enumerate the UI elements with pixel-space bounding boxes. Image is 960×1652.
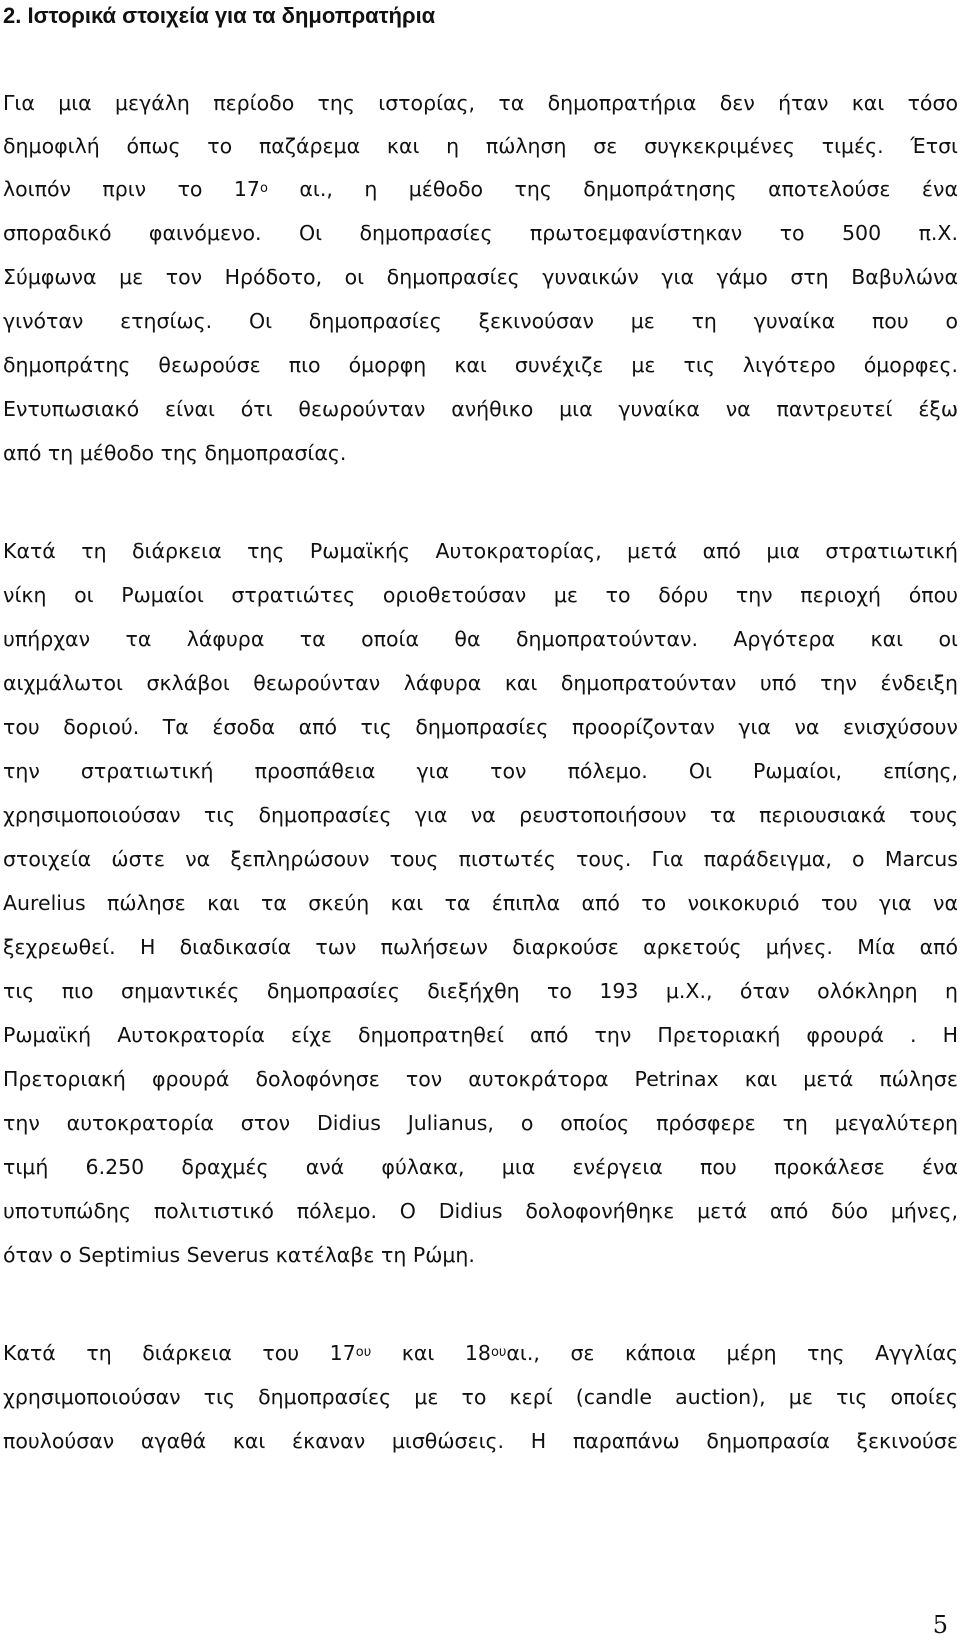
text-line: Ρωμαϊκή Αυτοκρατορία είχε δημοπρατηθεί από την Πρετοριακή φρουρά . Η <box>3 1023 958 1047</box>
text-line: υπήρχαν τα λάφυρα τα οποία θα δημοπρατούνταν. Αργότερα και οι <box>3 627 958 651</box>
text-line: αιχμάλωτοι σκλάβοι θεωρούνταν λάφυρα και δημοπρατούνταν υπό την ένδειξη <box>3 671 958 695</box>
text-line <box>3 1338 958 1368</box>
text-line: νίκη οι Ρωμαίοι στρατιώτες οριοθετούσαν με το δόρυ την περιοχή όπου <box>3 583 958 607</box>
text-line: Σύμφωνα με τον Ηρόδοτο, οι δημοπρασίες γυναικών για γάμο στη Βαβυλώνα <box>3 265 958 289</box>
text-line: του δοριού. Τα έσοδα από τις δημοπρασίες προορίζονταν για να ενισχύσουν <box>3 715 958 739</box>
text-line <box>3 174 958 204</box>
superscript: ου <box>490 1345 507 1360</box>
text-fragment: αι., σε κάποια μέρη της Αγγλίας <box>506 1341 958 1365</box>
text-line: χρησιμοποιούσαν τις δημοπρασίες με το κερί (candle auction), με τις οποίες <box>3 1385 958 1409</box>
text-line: Aurelius πώλησε και τα σκεύη και τα έπιπλα από το νοικοκυριό του για να <box>3 891 958 915</box>
text-fragment: λοιπόν πριν το 17 <box>3 177 260 201</box>
text-fragment: Κατά τη διάρκεια του 17 <box>3 1341 356 1365</box>
text-line: ξεχρεωθεί. Η διαδικασία των πωλήσεων διαρκούσε αρκετούς μήνες. Μία από <box>3 935 958 959</box>
superscript: ο <box>259 181 268 196</box>
text-fragment: αι., η μέθοδο της δημοπράτησης αποτελούσε ένα <box>267 177 958 201</box>
text-line: Πρετοριακή φρουρά δολοφόνησε τον αυτοκράτορα Petrinax και μετά πώλησε <box>3 1067 958 1091</box>
text-line: Κατά τη διάρκεια της Ρωμαϊκής Αυτοκρατορίας, μετά από μια στρατιωτική <box>3 539 958 563</box>
text-line: σποραδικό φαινόμενο. Οι δημοπρασίες πρωτοεμφανίστηκαν το 500 π.Χ. <box>3 221 958 245</box>
text-line: Για μια μεγάλη περίοδο της ιστορίας, τα δημοπρατήρια δεν ήταν και τόσο <box>3 91 958 115</box>
text-line: την στρατιωτική προσπάθεια για τον πόλεμο. Οι Ρωμαίοι, επίσης, <box>3 759 958 783</box>
text-line: Εντυπωσιακό είναι ότι θεωρούνταν ανήθικο μια γυναίκα να παντρευτεί έξω <box>3 397 958 421</box>
text-line: δημοφιλή όπως το παζάρεμα και η πώληση σε συγκεκριμένες τιμές. Έτσι <box>3 134 958 158</box>
page-number: 5 <box>932 1611 948 1639</box>
text-line: υποτυπώδης πολιτιστικό πόλεμο. Ο Didius δολοφονήθηκε μετά από δύο μήνες, <box>3 1199 958 1223</box>
text-line: τις πιο σημαντικές δημοπρασίες διεξήχθη το 193 μ.Χ., όταν ολόκληρη η <box>3 979 958 1003</box>
text-line: την αυτοκρατορία στον Didius Julianus, ο οποίος πρόσφερε τη μεγαλύτερη <box>3 1111 958 1135</box>
text-line: χρησιμοποιούσαν τις δημοπρασίες για να ρευστοποιήσουν τα περιουσιακά τους <box>3 803 958 827</box>
text-fragment: και 18 <box>371 1341 491 1365</box>
text-line: τιμή 6.250 δραχμές ανά φύλακα, μια ενέργεια που προκάλεσε ένα <box>3 1155 958 1179</box>
superscript: ου <box>355 1345 372 1360</box>
text-line: στοιχεία ώστε να ξεπληρώσουν τους πιστωτές τους. Για παράδειγμα, ο Marcus <box>3 847 958 871</box>
text-line: όταν ο Septimius Severus κατέλαβε τη Ρώμη. <box>3 1243 475 1267</box>
text-line: γινόταν ετησίως. Οι δημοπρασίες ξεκινούσαν με τη γυναίκα που ο <box>3 309 958 333</box>
text-line: πουλούσαν αγαθά και έκαναν μισθώσεις. Η παραπάνω δημοπρασία ξεκινούσε <box>3 1429 958 1453</box>
section-heading: 2. Ιστορικά στοιχεία για τα δημοπρατήρια <box>3 3 436 28</box>
text-line: από τη μέθοδο της δημοπρασίας. <box>3 441 347 465</box>
text-line: δημοπράτης θεωρούσε πιο όμορφη και συνέχιζε με τις λιγότερο όμορφες. <box>3 353 958 377</box>
